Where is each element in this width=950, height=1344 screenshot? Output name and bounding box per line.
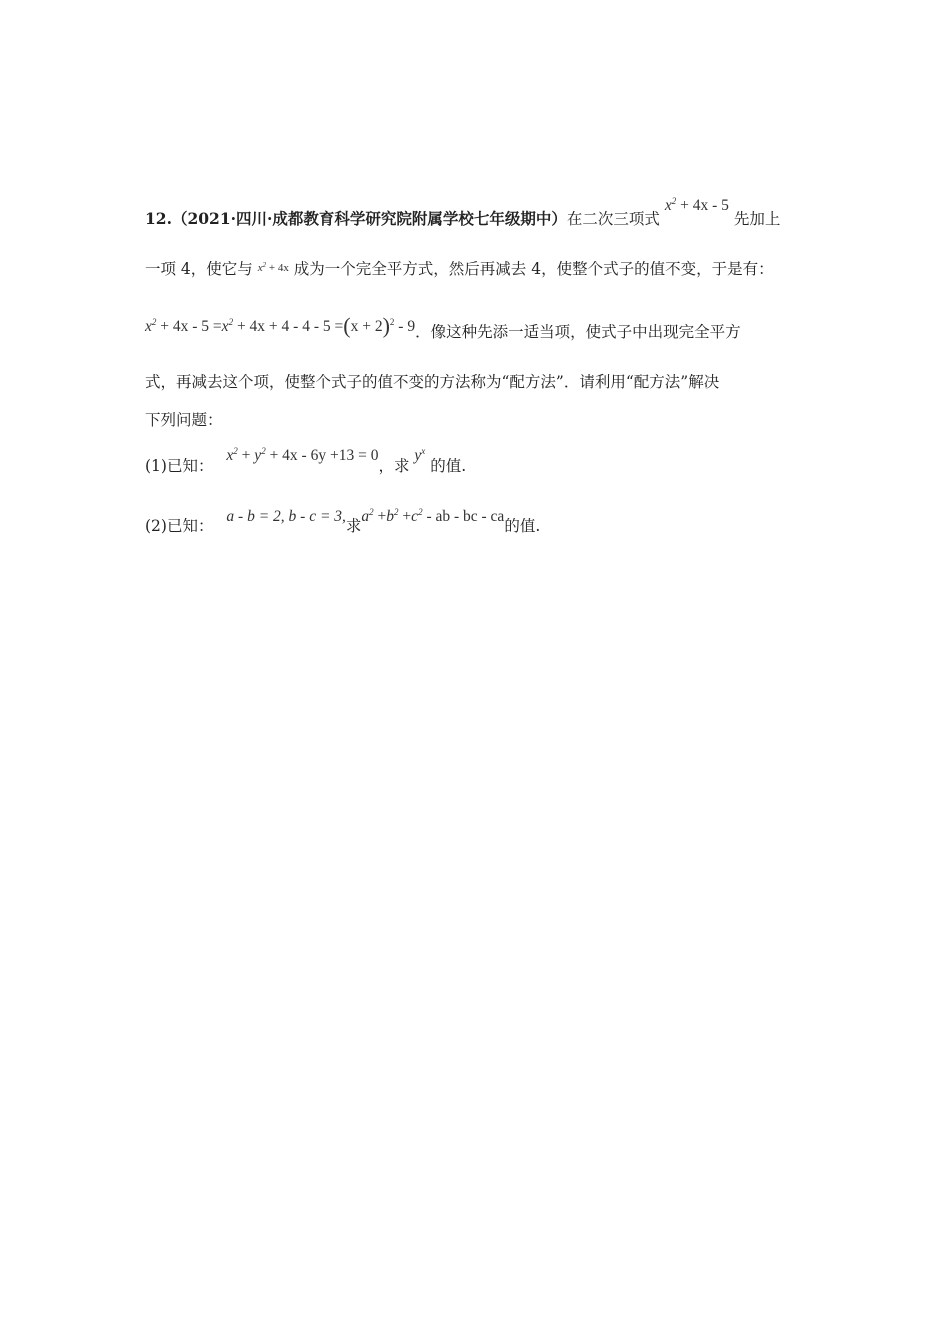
polynomial-expression: $x^2 + 4x - 5$ (664, 196, 729, 214)
part1-equation: $x^2 + y^2 + 4x - 6y +13 = 0$ (226, 446, 379, 464)
problem-line-2 (145, 259, 774, 282)
problem-line-5: 下列问题： (145, 411, 223, 429)
part1-mid: ，求 (378, 457, 410, 475)
polynomial-expression-2: $x^2 + 4x$ (257, 261, 289, 274)
problem-source: （2021·四川·成都教育科学研究院附属学校七年级期中） (171, 209, 567, 228)
part1-label: (1)已知： (145, 457, 214, 475)
part2-given-condition: a - b = 2, b - c = 3, (226, 508, 346, 525)
intro-text-b: 先加上 (733, 210, 781, 228)
part2-expression: $a^2 +b^2 +c^2$ - ab - bc - ca (361, 507, 505, 525)
problem-line-3 (145, 313, 741, 344)
part1-power-expression: $y^x$ (414, 446, 426, 464)
part1-tail: 的值. (430, 457, 467, 475)
completing-square-equation: $x^2 + 4x - 5 =x^2 + 4x + 4 - 4 - 5 =(x + 2)^2 - 9$ (145, 313, 416, 338)
problem-line-4: 式，再减去这个项，使整个式子的值不变的方法称为“配方法”．请利用“配方法”解决 (145, 373, 720, 391)
problem-number: 12. (145, 209, 172, 228)
part2-tail: 的值. (504, 517, 541, 535)
part-2 (145, 507, 541, 538)
problem-line-1 (145, 196, 781, 231)
part-1 (145, 446, 467, 478)
line2-text-b: 成为一个完全平方式，然后再减去 4，使整个式子的值不变，于是有： (293, 260, 774, 278)
intro-text-a: 在二次三项式 (566, 210, 660, 228)
part2-mid: 求 (345, 517, 362, 535)
line2-text-a: 一项 4，使它与 (145, 260, 253, 278)
part2-label: (2)已知： (145, 517, 214, 535)
line3-text: ．像这种先添一适当项，使式子中出现完全平方 (415, 323, 741, 341)
